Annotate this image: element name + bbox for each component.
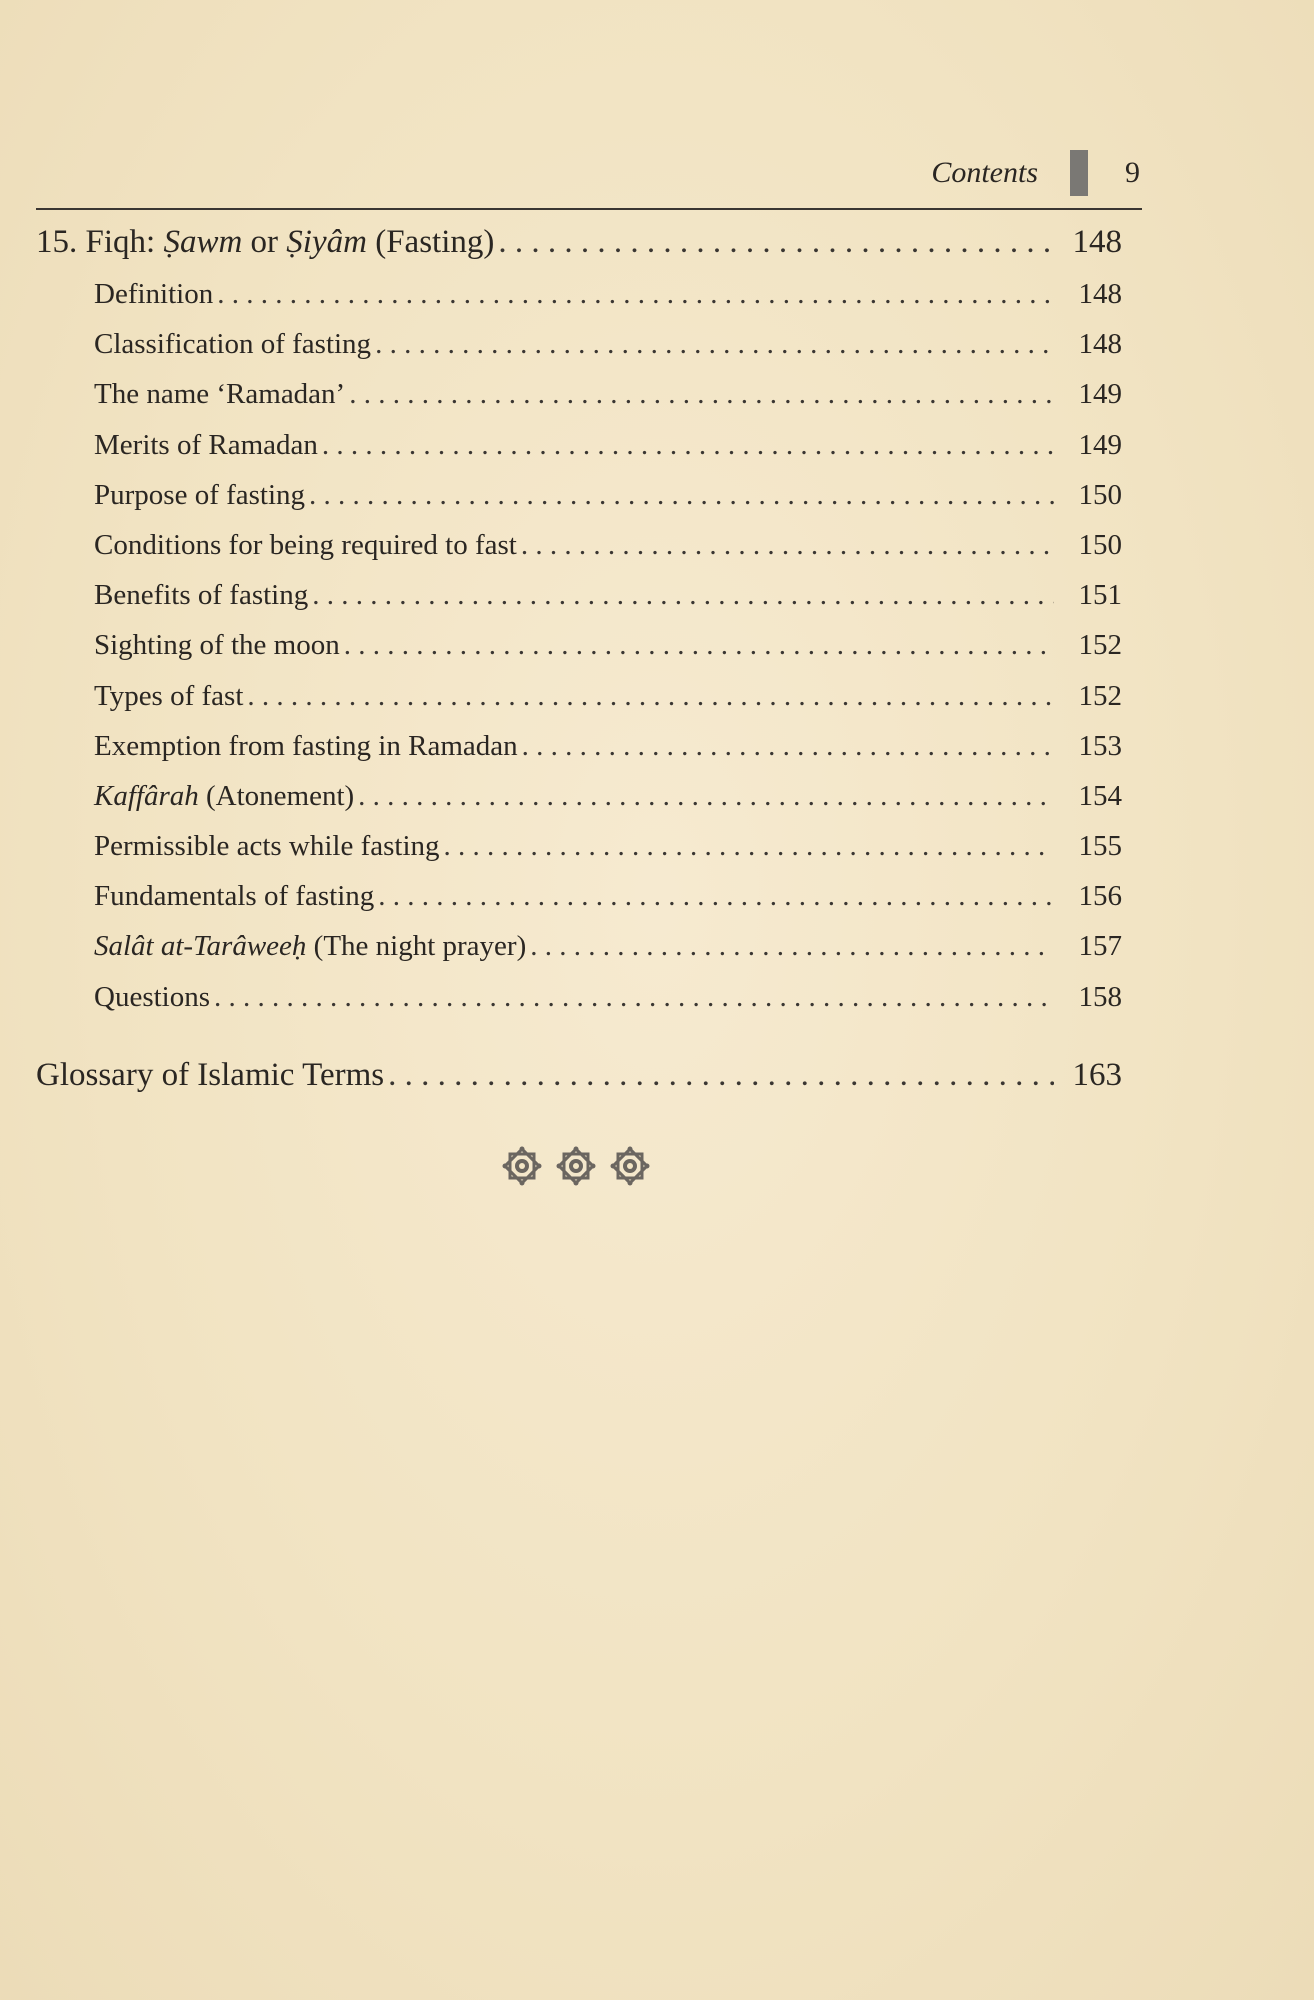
toc-entry-page-number: 158 (1078, 980, 1122, 1013)
toc-entry-page-number: 156 (1078, 880, 1122, 913)
toc-entry[interactable] (36, 328, 1122, 378)
toc-entry-label: Definition (94, 278, 214, 310)
toc-entry-label: Fundamentals of fasting (94, 880, 375, 913)
dot-leader (530, 930, 1054, 963)
toc-entry-page-number: 150 (1078, 528, 1122, 561)
toc-entry-page-number: 149 (1078, 428, 1122, 461)
toc-entry-page-number: 151 (1078, 579, 1122, 612)
dot-leader (388, 1057, 1054, 1094)
toc-entry[interactable] (36, 730, 1122, 780)
glossary-page-number: 163 (1072, 1056, 1122, 1093)
dot-leader (444, 830, 1054, 863)
section-ornaments (502, 1146, 650, 1186)
toc-entry-label: Sighting of the moon (94, 629, 340, 662)
dot-leader (358, 780, 1054, 813)
toc-entries (36, 278, 1126, 1031)
toc-entry-label: Conditions for being required to fast (94, 528, 517, 561)
toc-entry[interactable] (36, 579, 1122, 629)
chapter-title: 15. Fiqh: Ṣawm or Ṣiyâm (Fasting) (36, 224, 495, 260)
rosette-icon (610, 1146, 650, 1186)
dot-leader (521, 529, 1054, 562)
toc-entry-label: Exemption from fasting in Ramadan (94, 729, 518, 762)
toc-entry[interactable] (36, 680, 1122, 730)
table-of-contents (36, 224, 1126, 1107)
toc-entry[interactable] (36, 529, 1122, 579)
dot-leader (247, 680, 1054, 713)
toc-entry-label: Salât at-Tarâweeḥ (The night prayer) (94, 930, 527, 963)
toc-entry-label: Permissible acts while fasting (94, 830, 440, 863)
dot-leader (522, 730, 1054, 763)
chapter-page-number: 148 (1072, 224, 1122, 260)
dot-leader (214, 981, 1054, 1014)
dot-leader (378, 880, 1054, 913)
dot-leader (312, 579, 1054, 612)
toc-entry-page-number: 148 (1078, 278, 1122, 310)
page-number: 9 (1125, 156, 1140, 189)
toc-entry-page-number: 150 (1078, 478, 1122, 511)
toc-entry[interactable] (36, 830, 1122, 880)
toc-entry-label: Merits of Ramadan (94, 428, 318, 461)
toc-entry-page-number: 157 (1078, 930, 1122, 963)
toc-entry-label: Questions (94, 980, 210, 1013)
dot-leader (375, 328, 1054, 361)
header-bar-marker (1070, 150, 1088, 196)
rosette-icon (502, 1146, 542, 1186)
toc-entry-label: Classification of fasting (94, 328, 372, 361)
toc-entry-page-number: 152 (1078, 629, 1122, 662)
rosette-icon (556, 1146, 596, 1186)
dot-leader (217, 278, 1054, 311)
toc-entry-label: Types of fast (94, 679, 244, 712)
toc-entry[interactable] (36, 629, 1122, 679)
toc-entry[interactable] (36, 278, 1122, 328)
toc-entry-page-number: 153 (1078, 729, 1122, 762)
toc-entry[interactable] (36, 429, 1122, 479)
toc-entry-page-number: 149 (1078, 378, 1122, 411)
toc-entry-page-number: 155 (1078, 830, 1122, 863)
toc-entry-label: Kaffârah (Atonement) (94, 779, 355, 812)
toc-entry-page-number: 154 (1078, 779, 1122, 812)
toc-entry[interactable] (36, 378, 1122, 428)
dot-leader (344, 629, 1054, 662)
toc-entry[interactable] (36, 880, 1122, 930)
toc-glossary[interactable] (36, 1057, 1122, 1107)
toc-entry-label: Benefits of fasting (94, 579, 309, 612)
toc-entry[interactable] (36, 479, 1122, 529)
glossary-title: Glossary of Islamic Terms (36, 1056, 385, 1093)
toc-chapter-15[interactable] (36, 224, 1122, 274)
dot-leader (349, 378, 1054, 411)
dot-leader (309, 479, 1054, 512)
toc-entry[interactable] (36, 930, 1122, 980)
dot-leader (498, 224, 1054, 261)
toc-entry[interactable] (36, 780, 1122, 830)
toc-entry-label: The name ‘Ramadan’ (94, 378, 346, 411)
running-header-title: Contents (931, 156, 1038, 189)
toc-entry[interactable] (36, 981, 1122, 1031)
running-header (36, 150, 1142, 210)
toc-entry-page-number: 152 (1078, 679, 1122, 712)
dot-leader (322, 429, 1054, 462)
toc-entry-label: Purpose of fasting (94, 478, 306, 511)
toc-entry-page-number: 148 (1078, 328, 1122, 361)
